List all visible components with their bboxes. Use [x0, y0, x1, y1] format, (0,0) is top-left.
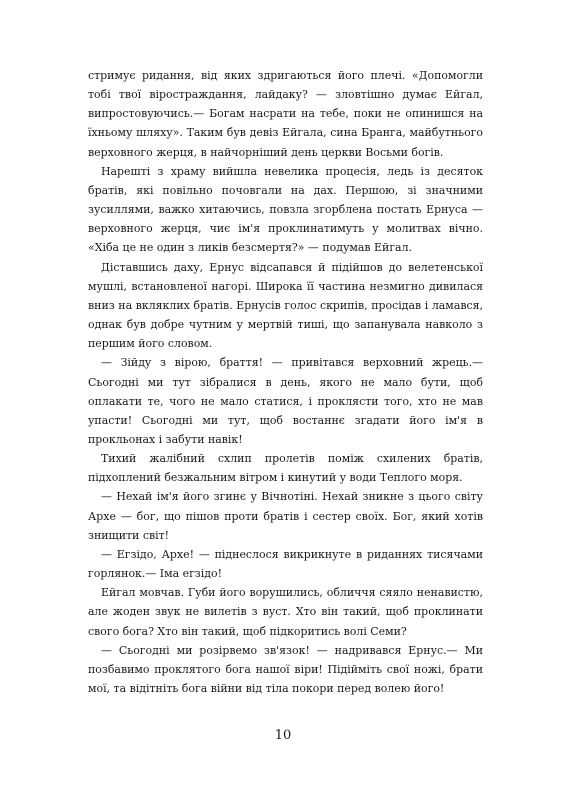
paragraph-8: Ейгал мовчав. Губи його ворушились, обличчя сяяло ненавистю, але жоден звук не вилетів з вуст. Хто він такий, щоб проклинати свого бога? Хто він такий, щоб підкоритись волі Семи? — [88, 586, 483, 638]
paragraph-3: Діставшись даху, Ернус відсапався й підійшов до велетенської мушлі, встановленої нагорі. Широка її частина незмигно дивилася вниз на вкляклих братів. Ернусів голос скрипів, просідав і ламався, однак був добре чутним у мертвій тиші, що запанувала навколо з першим його словом. — [88, 260, 483, 351]
paragraph-5: Тихий жалібний схлип пролетів поміж схилених братів, підхоплений безжальним вітром і кинутий у води Теплого моря. — [88, 452, 483, 485]
paragraph-2: Нарешті з храму вийшла невелика процесія, ледь із десяток братів, які повільно почовгали на дах. Першою, зі значними зусиллями, важко хитаючись, повзла згорблена постать Ернуса — верховного жерця, чиє ім'я проклинатимуть у молитвах вічно. «Хіба це не один з ликів безсмертя?» — подумав Ейгал. — [88, 164, 483, 255]
page-number: 10 — [274, 728, 292, 743]
paragraph-4: — Зійду з вірою, браття! — привітався верховний жрець.— Сьогодні ми тут зібралися в день, якого не мало бути, щоб оплакати те, чого не мало статися, і проклясти того, хто не мав упасти! Сьогодні ми тут, щоб востаннє згадати його ім'я в прокльонах і забути навік! — [88, 356, 483, 446]
paragraph-6: — Нехай ім'я його згинє у Вічнотіні. Нехай зникне з цього світу Архе — бог, що пішов проти братів і сестер своїх. Бог, який хотів знищити світ! — [88, 490, 483, 542]
paragraph-1: стримує ридання, від яких здригаються його плечі. «Допомогли тобі твої віростраждання, лайдаку? — зловтішно думає Ейгал, випростовуючись.— Богам насрати на тебе, поки не опинишся на їхньому шляху». Таким був девіз Ейгала, сина Бранга, майбутнього верховного жерця, в найчорніший день церкви Восьми богів. — [88, 69, 483, 159]
body-text — [88, 66, 483, 698]
paragraph-9: — Сьогодні ми розірвемо зв'язок! — надривався Ернус.— Ми позбавимо проклятого бога нашої віри! Підійміть свої ножі, брати мої, та відітніть бога війни від тіла покори перед волею його! — [88, 643, 483, 695]
paragraph-7: — Егзідо, Архе! — піднеслося викрикнуте в риданнях тисячами горлянок.— Іма егзідо! — [88, 547, 483, 581]
